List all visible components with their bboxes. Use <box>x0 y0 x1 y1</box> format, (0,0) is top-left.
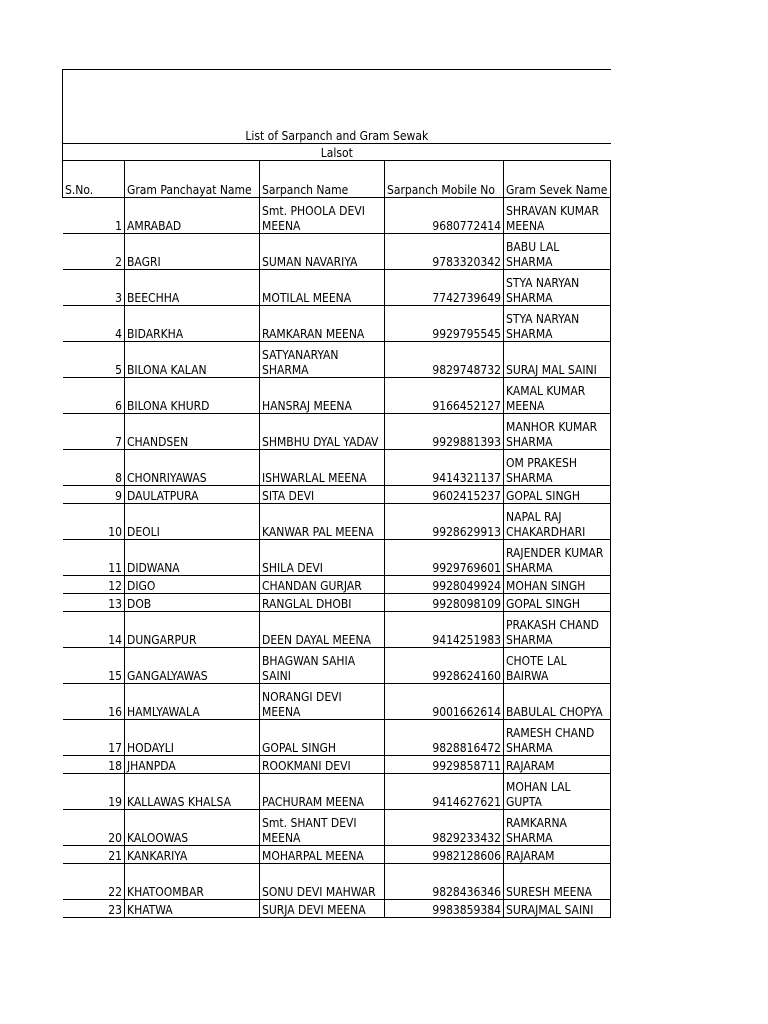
row-gram-panchayat: BILONA KHURD <box>125 378 260 414</box>
sheet-subtitle: Lalsot <box>63 144 611 161</box>
table-row <box>63 900 611 918</box>
row-sno: 2 <box>63 234 125 270</box>
row-gram-sevek: MANHOR KUMAR SHARMA <box>504 414 611 450</box>
row-sarpanch-name: RAMKARAN MEENA <box>260 306 385 342</box>
row-sno: 10 <box>63 504 125 540</box>
row-sarpanch-name: ISHWARLAL MEENA <box>260 450 385 486</box>
row-sarpanch-mobile: 9414627621 <box>385 774 504 810</box>
row-sarpanch-name: ROOKMANI DEVI <box>260 756 385 774</box>
row-sno: 12 <box>63 576 125 594</box>
table-row <box>63 342 611 378</box>
table-row <box>63 594 611 612</box>
table-row <box>63 612 611 648</box>
row-gram-panchayat: HAMLYAWALA <box>125 684 260 720</box>
table-row <box>63 306 611 342</box>
row-sno: 4 <box>63 306 125 342</box>
column-header-row <box>63 161 611 198</box>
row-gram-panchayat: BAGRI <box>125 234 260 270</box>
row-gram-panchayat: KHATOOMBAR <box>125 864 260 900</box>
row-sarpanch-mobile: 9928098109 <box>385 594 504 612</box>
row-sarpanch-name: Smt. SHANT DEVI MEENA <box>260 810 385 846</box>
row-sarpanch-mobile: 9783320342 <box>385 234 504 270</box>
row-sarpanch-mobile: 9828436346 <box>385 864 504 900</box>
row-sarpanch-mobile: 9929795545 <box>385 306 504 342</box>
table-row <box>63 234 611 270</box>
spreadsheet-sheet <box>62 69 610 918</box>
row-sarpanch-mobile: 7742739649 <box>385 270 504 306</box>
row-sarpanch-name: SITA DEVI <box>260 486 385 504</box>
row-gram-sevek: RAJARAM <box>504 756 611 774</box>
row-sno: 17 <box>63 720 125 756</box>
row-gram-panchayat: DAULATPURA <box>125 486 260 504</box>
row-gram-panchayat: HODAYLI <box>125 720 260 756</box>
table-row <box>63 864 611 900</box>
row-sno: 9 <box>63 486 125 504</box>
row-gram-sevek: OM PRAKESH SHARMA <box>504 450 611 486</box>
row-sno: 22 <box>63 864 125 900</box>
row-gram-panchayat: KANKARIYA <box>125 846 260 864</box>
row-gram-sevek: SURESH MEENA <box>504 864 611 900</box>
header-sarpanch-mobile: Sarpanch Mobile No <box>385 161 504 198</box>
row-sarpanch-name: RANGLAL DHOBI <box>260 594 385 612</box>
row-gram-sevek: BABU LAL SHARMA <box>504 234 611 270</box>
row-gram-panchayat: CHONRIYAWAS <box>125 450 260 486</box>
row-sno: 3 <box>63 270 125 306</box>
row-sarpanch-name: HANSRAJ MEENA <box>260 378 385 414</box>
row-sno: 21 <box>63 846 125 864</box>
row-gram-sevek: SHRAVAN KUMAR MEENA <box>504 198 611 234</box>
row-gram-sevek: CHOTE LAL BAIRWA <box>504 648 611 684</box>
row-sno: 8 <box>63 450 125 486</box>
sarpanch-table <box>62 69 611 918</box>
row-gram-sevek: PRAKASH CHAND SHARMA <box>504 612 611 648</box>
title-row <box>63 127 611 144</box>
row-sarpanch-mobile: 9828816472 <box>385 720 504 756</box>
table-row <box>63 648 611 684</box>
row-gram-panchayat: DIDWANA <box>125 540 260 576</box>
row-sarpanch-name: MOHARPAL MEENA <box>260 846 385 864</box>
row-sarpanch-mobile: 9928629913 <box>385 504 504 540</box>
row-sno: 6 <box>63 378 125 414</box>
table-row <box>63 450 611 486</box>
row-sno: 11 <box>63 540 125 576</box>
row-gram-panchayat: DOB <box>125 594 260 612</box>
subtitle-row <box>63 144 611 161</box>
row-sarpanch-mobile: 9001662614 <box>385 684 504 720</box>
row-sno: 16 <box>63 684 125 720</box>
table-row <box>63 684 611 720</box>
row-sarpanch-mobile: 9602415237 <box>385 486 504 504</box>
table-row <box>63 378 611 414</box>
row-gram-sevek: MOHAN LAL GUPTA <box>504 774 611 810</box>
row-gram-panchayat: GANGALYAWAS <box>125 648 260 684</box>
row-sarpanch-name: Smt. PHOOLA DEVI MEENA <box>260 198 385 234</box>
header-sarpanch-name: Sarpanch Name <box>260 161 385 198</box>
row-sarpanch-mobile: 9928624160 <box>385 648 504 684</box>
row-sarpanch-mobile: 9680772414 <box>385 198 504 234</box>
row-sarpanch-mobile: 9829748732 <box>385 342 504 378</box>
row-sno: 5 <box>63 342 125 378</box>
row-sarpanch-name: SONU DEVI MAHWAR <box>260 864 385 900</box>
row-sarpanch-mobile: 9928049924 <box>385 576 504 594</box>
row-sarpanch-mobile: 9166452127 <box>385 378 504 414</box>
row-sarpanch-name: BHAGWAN SAHIA SAINI <box>260 648 385 684</box>
row-sarpanch-mobile: 9982128606 <box>385 846 504 864</box>
row-gram-sevek: RAJENDER KUMAR SHARMA <box>504 540 611 576</box>
row-sarpanch-mobile: 9983859384 <box>385 900 504 918</box>
row-gram-sevek: RAMESH CHAND SHARMA <box>504 720 611 756</box>
row-gram-sevek: STYA NARYAN SHARMA <box>504 306 611 342</box>
row-gram-sevek: MOHAN SINGH <box>504 576 611 594</box>
row-sno: 1 <box>63 198 125 234</box>
row-sarpanch-mobile: 9929881393 <box>385 414 504 450</box>
row-gram-sevek: SURAJ MAL SAINI <box>504 342 611 378</box>
row-sno: 15 <box>63 648 125 684</box>
row-sarpanch-name: SHILA DEVI <box>260 540 385 576</box>
row-sarpanch-name: SHMBHU DYAL YADAV <box>260 414 385 450</box>
table-row <box>63 846 611 864</box>
row-sno: 14 <box>63 612 125 648</box>
row-sarpanch-name: CHANDAN GURJAR <box>260 576 385 594</box>
row-gram-sevek: KAMAL KUMAR MEENA <box>504 378 611 414</box>
table-row <box>63 576 611 594</box>
table-row <box>63 414 611 450</box>
sheet-title: List of Sarpanch and Gram Sewak <box>63 127 611 144</box>
row-sarpanch-name: GOPAL SINGH <box>260 720 385 756</box>
row-sno: 7 <box>63 414 125 450</box>
blank-cell <box>63 70 611 128</box>
row-sno: 13 <box>63 594 125 612</box>
row-gram-sevek: GOPAL SINGH <box>504 486 611 504</box>
row-gram-panchayat: DUNGARPUR <box>125 612 260 648</box>
row-sarpanch-mobile: 9414251983 <box>385 612 504 648</box>
row-sarpanch-name: SATYANARYAN SHARMA <box>260 342 385 378</box>
table-row <box>63 540 611 576</box>
row-sarpanch-name: SURJA DEVI MEENA <box>260 900 385 918</box>
blank-header-row <box>63 70 611 128</box>
row-gram-panchayat: KHATWA <box>125 900 260 918</box>
row-gram-panchayat: DEOLI <box>125 504 260 540</box>
row-sno: 23 <box>63 900 125 918</box>
table-row <box>63 774 611 810</box>
row-gram-sevek: STYA NARYAN SHARMA <box>504 270 611 306</box>
row-gram-panchayat: KALOOWAS <box>125 810 260 846</box>
row-gram-sevek: SURAJMAL SAINI <box>504 900 611 918</box>
row-gram-panchayat: DIGO <box>125 576 260 594</box>
row-sarpanch-name: NORANGI DEVI MEENA <box>260 684 385 720</box>
row-sarpanch-mobile: 9929769601 <box>385 540 504 576</box>
row-sarpanch-mobile: 9414321137 <box>385 450 504 486</box>
table-row <box>63 756 611 774</box>
row-gram-panchayat: BIDARKHA <box>125 306 260 342</box>
row-gram-panchayat: KALLAWAS KHALSA <box>125 774 260 810</box>
row-sarpanch-name: KANWAR PAL MEENA <box>260 504 385 540</box>
table-row <box>63 720 611 756</box>
row-gram-panchayat: BILONA KALAN <box>125 342 260 378</box>
table-row <box>63 270 611 306</box>
row-sarpanch-mobile: 9929858711 <box>385 756 504 774</box>
row-gram-panchayat: JHANPDA <box>125 756 260 774</box>
row-sno: 18 <box>63 756 125 774</box>
table-row <box>63 504 611 540</box>
row-sarpanch-mobile: 9829233432 <box>385 810 504 846</box>
row-sarpanch-name: MOTILAL MEENA <box>260 270 385 306</box>
row-gram-panchayat: CHANDSEN <box>125 414 260 450</box>
header-gram-panchayat: Gram Panchayat Name <box>125 161 260 198</box>
table-row <box>63 486 611 504</box>
row-gram-sevek: RAMKARNA SHARMA <box>504 810 611 846</box>
header-sno: S.No. <box>63 161 125 198</box>
row-gram-sevek: BABULAL CHOPYA <box>504 684 611 720</box>
row-gram-sevek: GOPAL SINGH <box>504 594 611 612</box>
row-sarpanch-name: DEEN DAYAL MEENA <box>260 612 385 648</box>
row-sno: 20 <box>63 810 125 846</box>
table-row <box>63 198 611 234</box>
row-gram-sevek: NAPAL RAJ CHAKARDHARI <box>504 504 611 540</box>
table-row <box>63 810 611 846</box>
row-sarpanch-name: PACHURAM MEENA <box>260 774 385 810</box>
row-sno: 19 <box>63 774 125 810</box>
header-gram-sevek: Gram Sevek Name <box>504 161 611 198</box>
row-gram-sevek: RAJARAM <box>504 846 611 864</box>
row-gram-panchayat: BEECHHA <box>125 270 260 306</box>
row-sarpanch-name: SUMAN NAVARIYA <box>260 234 385 270</box>
row-gram-panchayat: AMRABAD <box>125 198 260 234</box>
